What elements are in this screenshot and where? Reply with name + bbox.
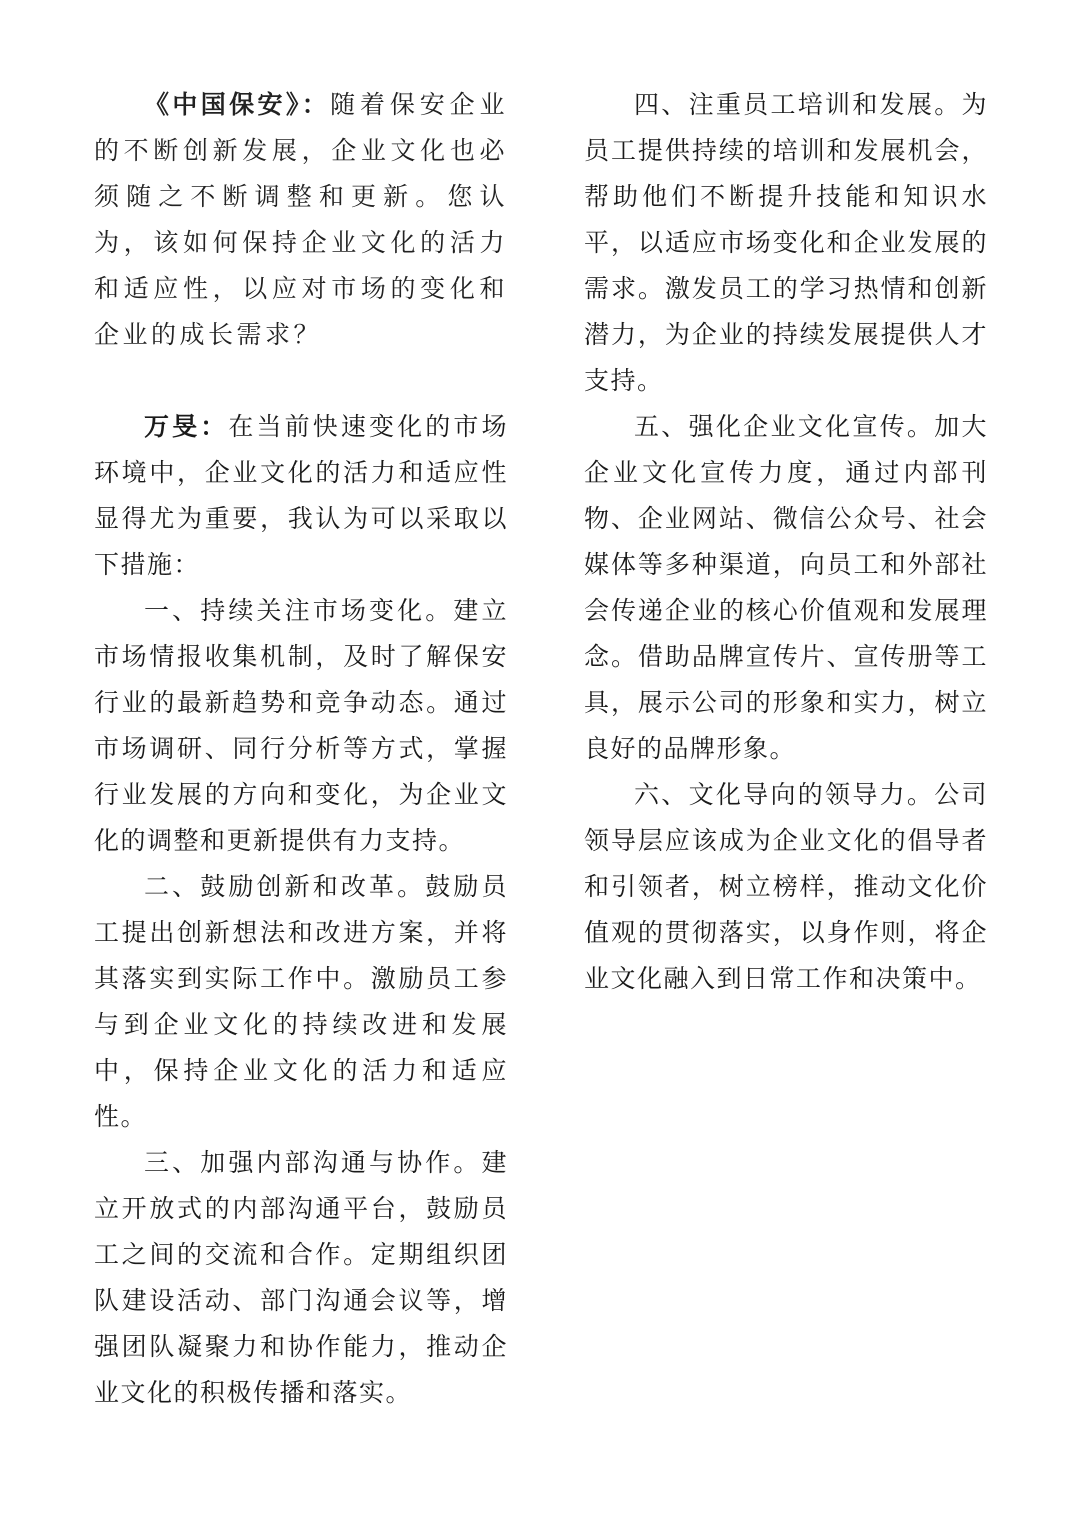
measure-5-paragraph: 五、强化企业文化宣传。加大企业文化宣传力度，通过内部刊物、企业网站、微信公众号、社会媒体等多种渠道，向员工和外部社会传递企业的核心价值观和发展理念。借助品牌宣传片、宣传册等工具，展示公司的形象和实力，树立良好的品牌形象。 [584,412,988,763]
right-column [584,82,988,1002]
answer-label: 万旻： [144,412,229,441]
answer-intro-text: 在当前快速变化的市场环境中，企业文化的活力和适应性显得尤为重要，我认为可以采取以下措施： [94,412,508,579]
interview-question [94,82,508,358]
answer-intro [94,404,508,588]
measure-3-paragraph: 三、加强内部沟通与协作。建立开放式的内部沟通平台，鼓励员工之间的交流和合作。定期组织团队建设活动、部门沟通会议等，增强团队凝聚力和协作能力，推动企业文化的积极传播和落实。 [94,1148,508,1407]
measure-4-paragraph: 四、注重员工培训和发展。为员工提供持续的培训和发展机会，帮助他们不断提升技能和知识水平，以适应市场变化和企业发展的需求。激发员工的学习热情和创新潜力，为企业的持续发展提供人才支持。 [584,90,988,395]
measure-1-paragraph: 一、持续关注市场变化。建立市场情报收集机制，及时了解保安行业的最新趋势和竞争动态。通过市场调研、同行分析等方式，掌握行业发展的方向和变化，为企业文化的调整和更新提供有力支持。 [94,596,508,855]
measure-6-paragraph: 六、文化导向的领导力。公司领导层应该成为企业文化的倡导者和引领者，树立榜样，推动文化价值观的贯彻落实，以身作则，将企业文化融入到日常工作和决策中。 [584,780,988,993]
measure-2-paragraph: 二、鼓励创新和改革。鼓励员工提出创新想法和改进方案，并将其落实到实际工作中。激励员工参与到企业文化的持续改进和发展中，保持企业文化的活力和适应性。 [94,872,508,1131]
question-text: 随着保安企业的不断创新发展，企业文化也必须随之不断调整和更新。您认为，该如何保持企业文化的活力和适应性，以应对市场的变化和企业的成长需求？ [94,90,508,349]
question-label: 《中国保安》： [144,90,331,119]
left-column [94,82,508,1416]
